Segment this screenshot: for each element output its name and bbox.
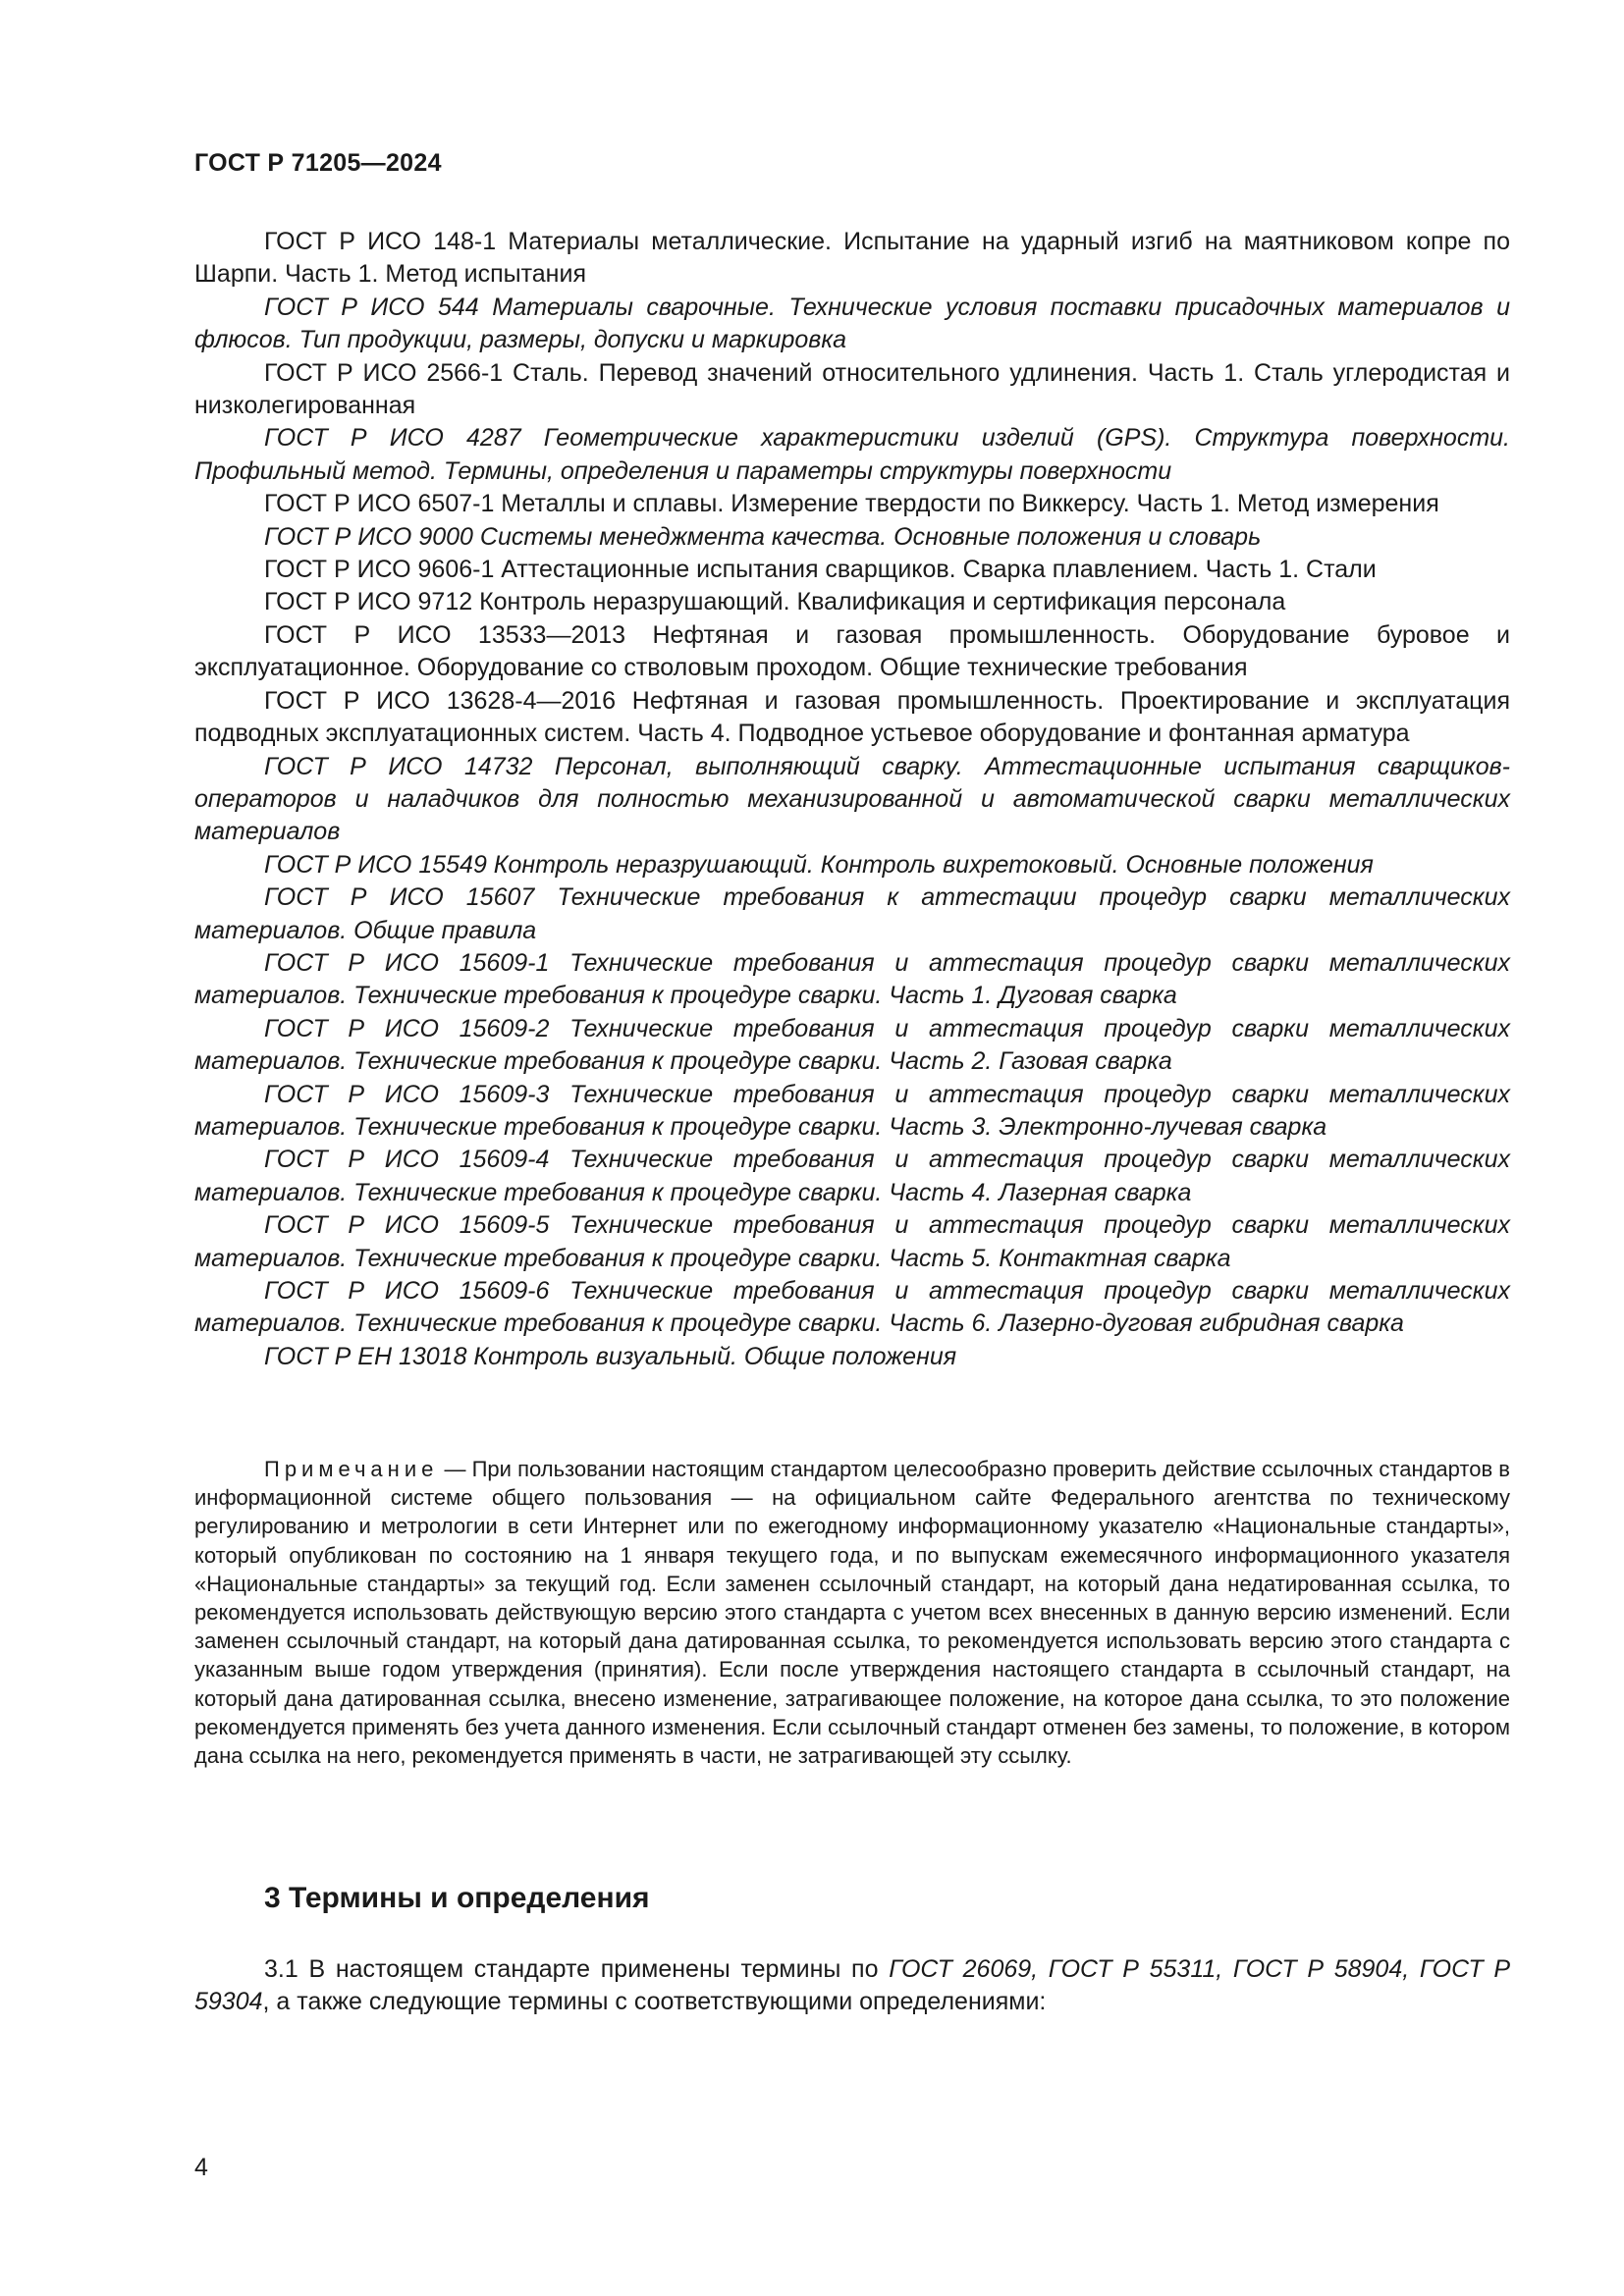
reference-item: ГОСТ Р ИСО 15609-3 Технические требования и аттестация процедур сварки металлических материалов. Технические требования к процедуре сварки. Часть 3. Электронно-лучевая сварка: [194, 1080, 1510, 1141]
reference-item: ГОСТ Р ИСО 15609-1 Технические требования и аттестация процедур сварки металлических материалов. Технические требования к процедуре сварки. Часть 1. Дуговая сварка: [194, 948, 1510, 1010]
reference-item: ГОСТ Р ИСО 13628-4—2016 Нефтяная и газовая промышленность. Проектирование и эксплуатация подводных эксплуатационных систем. Часть 4. Подводное устьевое оборудование и фонтанная арматура: [194, 686, 1510, 748]
reference-item: ГОСТ Р ИСО 4287 Геометрические характеристики изделий (GPS). Структура поверхности. Профильный метод. Термины, определения и параметры структуры поверхности: [194, 424, 1510, 485]
reference-item: ГОСТ Р ИСО 15609-6 Технические требования и аттестация процедур сварки металлических материалов. Технические требования к процедуре сварки. Часть 6. Лазерно-дуговая гибридная сварка: [194, 1277, 1510, 1338]
normative-references-list: [194, 226, 1510, 1373]
note-label: Примечание: [264, 1457, 439, 1481]
paragraph-references: ГОСТ 26069, ГОСТ Р 55311, ГОСТ Р 58904, ГОСТ Р 59304: [194, 1955, 1510, 2016]
reference-item: ГОСТ Р ИСО 2566-1 Сталь. Перевод значений относительного удлинения. Часть 1. Сталь углеродистая и низколегированная: [194, 358, 1510, 420]
reference-item: ГОСТ Р ИСО 9000 Системы менеджмента качества. Основные положения и словарь: [264, 522, 1262, 551]
section-title: 3 Термины и определения: [264, 1882, 650, 1914]
note-text: — При пользовании настоящим стандартом целесообразно проверить действие ссылочных стандартов в информационной системе общего пользования — на официальном сайте Федерального агентства по техническому регулированию и метрологии в сети Интернет или по ежегодному информационному указателю «Национальные стандарты», который опубликован по состоянию на 1 января текущего года, и по выпускам ежемесячного информационного указателя «Национальные стандарты» за текущий год. Если заменен ссылочный стандарт, на который дана недатированная ссылка, то рекомендуется использовать действующую версию этого стандарта с учетом всех внесенных в данную версию изменений. Если заменен ссылочный стандарт, на который дана датированная ссылка, то рекомендуется использовать версию этого стандарта с указанным выше годом утверждения (принятия). Если после утверждения настоящего стандарта в ссылочный стандарт, на который дана датированная ссылка, внесено изменение, затрагивающее положение, на которое дана ссылка, то это положение рекомендуется применять без учета данного изменения. Если ссылочный стандарт отменен без замены, то положение, в котором дана ссылка на него, рекомендуется применять в части, не затрагивающей эту ссылку.: [194, 1457, 1510, 1769]
page-number: 4: [194, 2154, 208, 2181]
reference-item: ГОСТ Р ИСО 9606-1 Аттестационные испытания сварщиков. Сварка плавлением. Часть 1. Стали: [264, 556, 1377, 584]
reference-item: ГОСТ Р ИСО 15607 Технические требования к аттестации процедур сварки металлических материалов. Общие правила: [194, 883, 1510, 944]
reference-item: ГОСТ Р ИСО 148-1 Материалы металлические. Испытание на ударный изгиб на маятниковом копре по Шарпи. Часть 1. Метод испытания: [194, 228, 1510, 289]
reference-item: ГОСТ Р ИСО 15549 Контроль неразрушающий. Контроль вихретоковый. Основные положения: [264, 850, 1374, 879]
note-paragraph: [194, 1455, 1510, 1770]
reference-item: ГОСТ Р ИСО 13533—2013 Нефтяная и газовая промышленность. Оборудование буровое и эксплуатационное. Оборудование со стволовым проходом. Общие технические требования: [194, 620, 1510, 682]
reference-item: ГОСТ Р ИСО 14732 Персонал, выполняющий сварку. Аттестационные испытания сварщиков-операторов и наладчиков для полностью механизированной и автоматической сварки металлических материалов: [194, 752, 1510, 846]
reference-item: ГОСТ Р ИСО 9712 Контроль неразрушающий. Квалификация и сертификация персонала: [264, 588, 1286, 616]
reference-item: ГОСТ Р ИСО 15609-4 Технические требования и аттестация процедур сварки металлических материалов. Технические требования к процедуре сварки. Часть 4. Лазерная сварка: [194, 1146, 1510, 1206]
reference-item: ГОСТ Р ИСО 15609-2 Технические требования и аттестация процедур сварки металлических материалов. Технические требования к процедуре сварки. Часть 2. Газовая сварка: [194, 1014, 1510, 1076]
document-header: ГОСТ Р 71205—2024: [194, 149, 442, 177]
reference-item: ГОСТ Р ЕН 13018 Контроль визуальный. Общие положения: [264, 1342, 957, 1370]
reference-item: ГОСТ Р ИСО 6507-1 Металлы и сплавы. Измерение твердости по Виккерсу. Часть 1. Метод измерения: [264, 490, 1439, 518]
reference-item: ГОСТ Р ИСО 544 Материалы сварочные. Технические условия поставки присадочных материалов и флюсов. Тип продукции, размеры, допуски и маркировка: [194, 293, 1510, 354]
paragraph-suffix: , а также следующие термины с соответствующими определениями:: [262, 1988, 1047, 2016]
reference-item: ГОСТ Р ИСО 15609-5 Технические требования и аттестация процедур сварки металлических материалов. Технические требования к процедуре сварки. Часть 5. Контактная сварка: [194, 1211, 1510, 1272]
paragraph-prefix: 3.1 В настоящем стандарте применены термины по: [264, 1955, 890, 1983]
section-paragraph: [194, 1953, 1510, 2019]
